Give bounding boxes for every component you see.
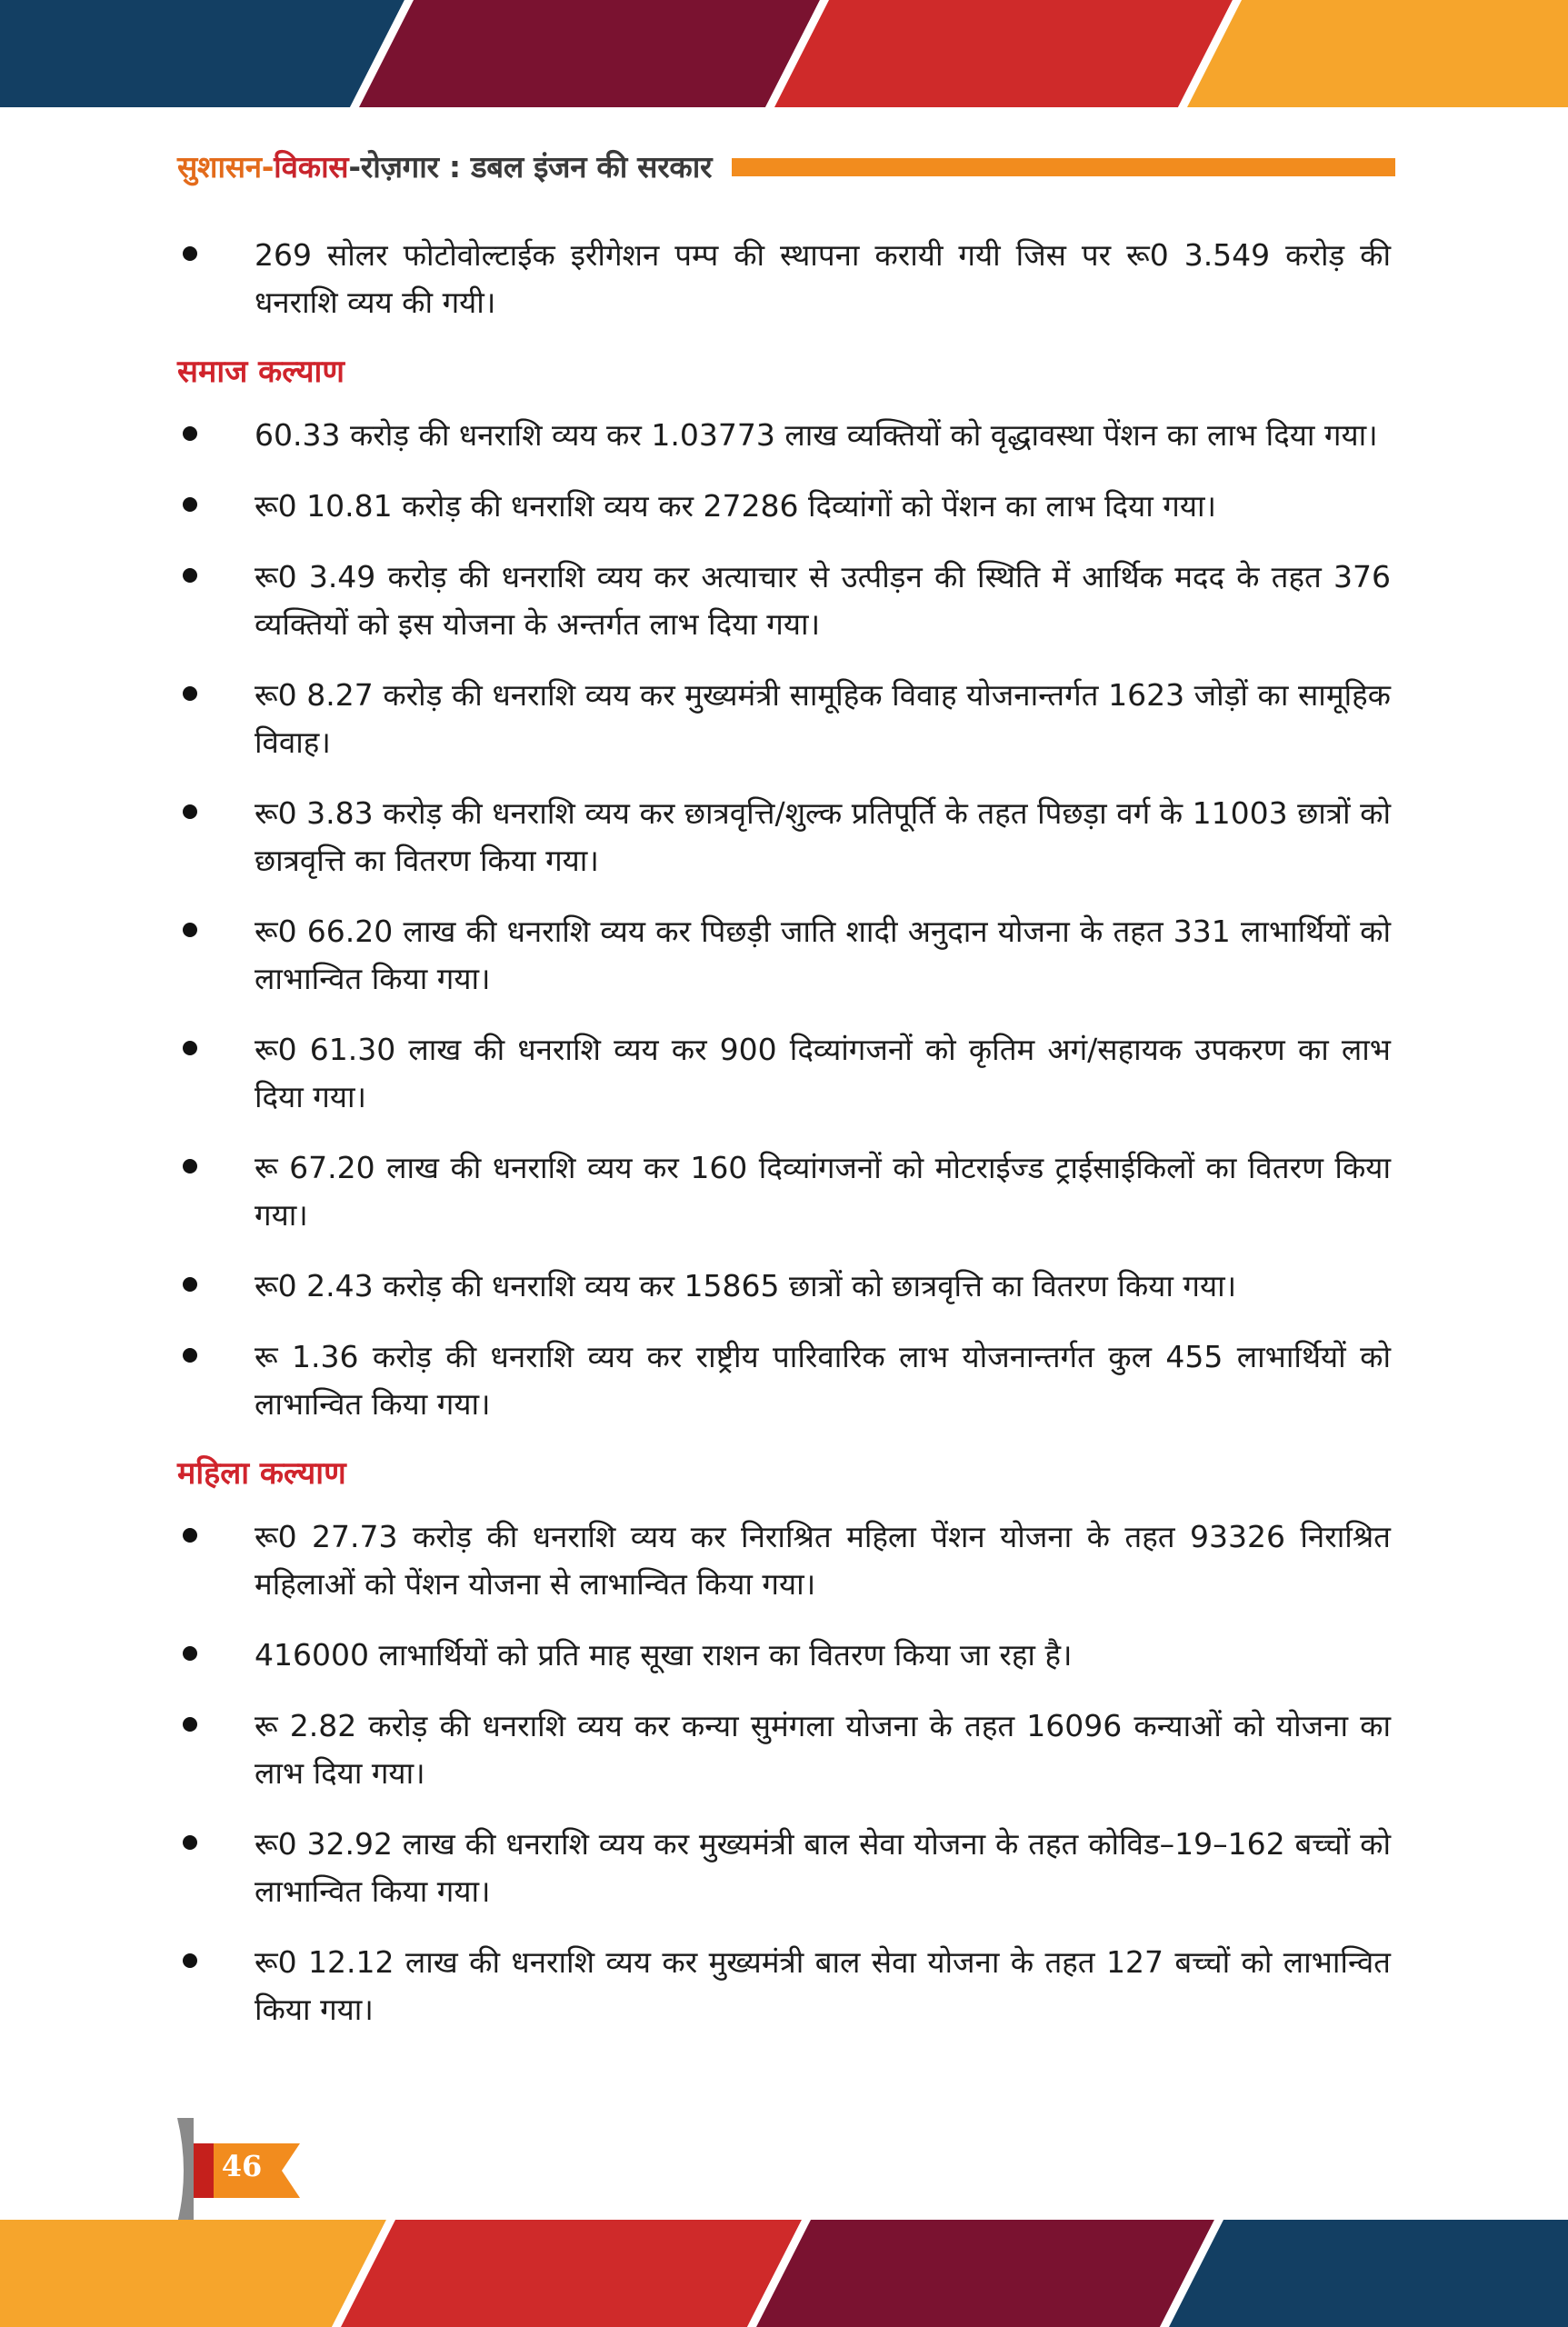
header-rule	[732, 158, 1395, 176]
list-item	[177, 1333, 1391, 1428]
list-item	[177, 1632, 1391, 1679]
list-item	[177, 412, 1391, 459]
list-item-text: रू0 27.73 करोड़ की धनराशि व्यय कर निराश्रित महिला पेंशन योजना के तहत 93326 निराश्रित महिलाओं को पेंशन योजना से लाभान्वित किया गया।	[255, 1519, 1391, 1602]
bullet-icon	[183, 1835, 197, 1850]
list-item	[177, 672, 1391, 766]
samaj-kalyan-list	[177, 412, 1391, 1428]
list-item	[177, 908, 1391, 1003]
page-number-tab	[177, 2118, 300, 2223]
list-item	[177, 1703, 1391, 1797]
list-item-text: रू0 66.20 लाख की धनराशि व्यय कर पिछड़ी जाति शादी अनुदान योजना के तहत 331 लाभार्थियों को लाभान्वित किया गया।	[255, 914, 1391, 996]
list-item	[177, 1144, 1391, 1239]
list-item-text: रू0 3.83 करोड़ की धनराशि व्यय कर छात्रवृत्ति/शुल्क प्रतिपूर्ति के तहत पिछड़ा वर्ग के 11003 छात्रों को छात्रवृत्ति का वितरण किया गया।	[255, 795, 1391, 878]
list-item-text: रू0 61.30 लाख की धनराशि व्यय कर 900 दिव्यांगजनों को कृतिम अगं/सहायक उपकरण का लाभ दिया गया।	[255, 1032, 1391, 1114]
page-content	[177, 232, 1391, 2057]
bullet-icon	[183, 1953, 197, 1968]
section-heading-mahila-kalyan: महिला कल्याण	[177, 1455, 346, 1492]
list-item-text: रू 67.20 लाख की धनराशि व्यय कर 160 दिव्यांगजनों को मोटराईज्ड ट्राईसाईकिलों का वितरण किया गया।	[255, 1150, 1391, 1233]
mahila-kalyan-list	[177, 1513, 1391, 2033]
list-item	[177, 1513, 1391, 1608]
list-item	[177, 232, 1391, 326]
list-item-text: रू0 3.49 करोड़ की धनराशि व्यय कर अत्याचार से उत्पीड़न की स्थिति में आर्थिक मदद के तहत 376 व्यक्तियों को इस योजना के अन्तर्गत लाभ दिया गया।	[255, 559, 1391, 642]
header-title-part-2: विकास	[274, 149, 349, 185]
bullet-icon	[183, 1041, 197, 1055]
list-item-text: रू0 2.43 करोड़ की धनराशि व्यय कर 15865 छात्रों को छात्रवृत्ति का वितरण किया गया।	[255, 1268, 1237, 1303]
list-item-text: 416000 लाभार्थियों को प्रति माह सूखा राशन का वितरण किया जा रहा है।	[255, 1637, 1073, 1673]
bullet-icon	[183, 1528, 197, 1543]
bullet-icon	[183, 923, 197, 937]
page-number: 46	[221, 2149, 263, 2183]
bullet-icon	[183, 497, 197, 512]
bottom-color-band	[0, 2220, 1568, 2327]
bullet-icon	[183, 1277, 197, 1292]
list-item-text: 60.33 करोड़ की धनराशि व्यय कर 1.03773 लाख व्यक्तियों को वृद्धावस्था पेंशन का लाभ दिया गया।	[255, 417, 1378, 453]
list-item-text: रू 1.36 करोड़ की धनराशि व्यय कर राष्ट्रीय पारिवारिक लाभ योजनान्तर्गत कुल 455 लाभार्थियों को लाभान्वित किया गया।	[255, 1339, 1391, 1422]
header-title-part-1: सुशासन-	[177, 149, 275, 185]
bullet-icon	[183, 1348, 197, 1363]
list-item	[177, 483, 1391, 530]
bullet-icon	[183, 686, 197, 701]
list-item-text: रू 2.82 करोड़ की धनराशि व्यय कर कन्या सुमंगला योजना के तहत 16096 कन्याओं को योजना का लाभ दिया गया।	[255, 1708, 1391, 1791]
top-color-band	[0, 0, 1568, 107]
running-header-title	[177, 145, 712, 186]
list-item	[177, 1821, 1391, 1915]
list-item-text: रू0 12.12 लाख की धनराशि व्यय कर मुख्यमंत्री बाल सेवा योजना के तहत 127 बच्चों को लाभान्वित किया गया।	[255, 1944, 1391, 2027]
list-item-text: रू0 10.81 करोड़ की धनराशि व्यय कर 27286 दिव्यांगों को पेंशन का लाभ दिया गया।	[255, 488, 1217, 524]
list-item	[177, 1263, 1391, 1310]
bullet-icon	[183, 246, 197, 261]
list-item	[177, 1939, 1391, 2033]
bullet-icon	[183, 1717, 197, 1732]
intro-list	[177, 232, 1391, 326]
bullet-icon	[183, 804, 197, 819]
section-heading-samaj-kalyan: समाज कल्याण	[177, 354, 345, 390]
list-item-text: 269 सोलर फोटोवोल्टाईक इरीगेशन पम्प की स्थापना करायी गयी जिस पर रू0 3.549 करोड़ की धनराशि व्यय की गयी।	[255, 237, 1391, 320]
bullet-icon	[183, 568, 197, 583]
list-item	[177, 1026, 1391, 1121]
bullet-icon	[183, 1646, 197, 1661]
bullet-icon	[183, 1159, 197, 1173]
running-header	[177, 145, 1395, 189]
list-item-text: रू0 8.27 करोड़ की धनराशि व्यय कर मुख्यमंत्री सामूहिक विवाह योजनान्तर्गत 1623 जोड़ों का सामूहिक विवाह।	[255, 677, 1391, 760]
list-item	[177, 790, 1391, 884]
list-item	[177, 554, 1391, 648]
list-item-text: रू0 32.92 लाख की धनराशि व्यय कर मुख्यमंत्री बाल सेवा योजना के तहत कोविड–19–162 बच्चों को लाभान्वित किया गया।	[255, 1826, 1391, 1909]
header-title-part-3: -रोज़गार : डबल इंजन की सरकार	[348, 149, 713, 185]
bullet-icon	[183, 426, 197, 441]
